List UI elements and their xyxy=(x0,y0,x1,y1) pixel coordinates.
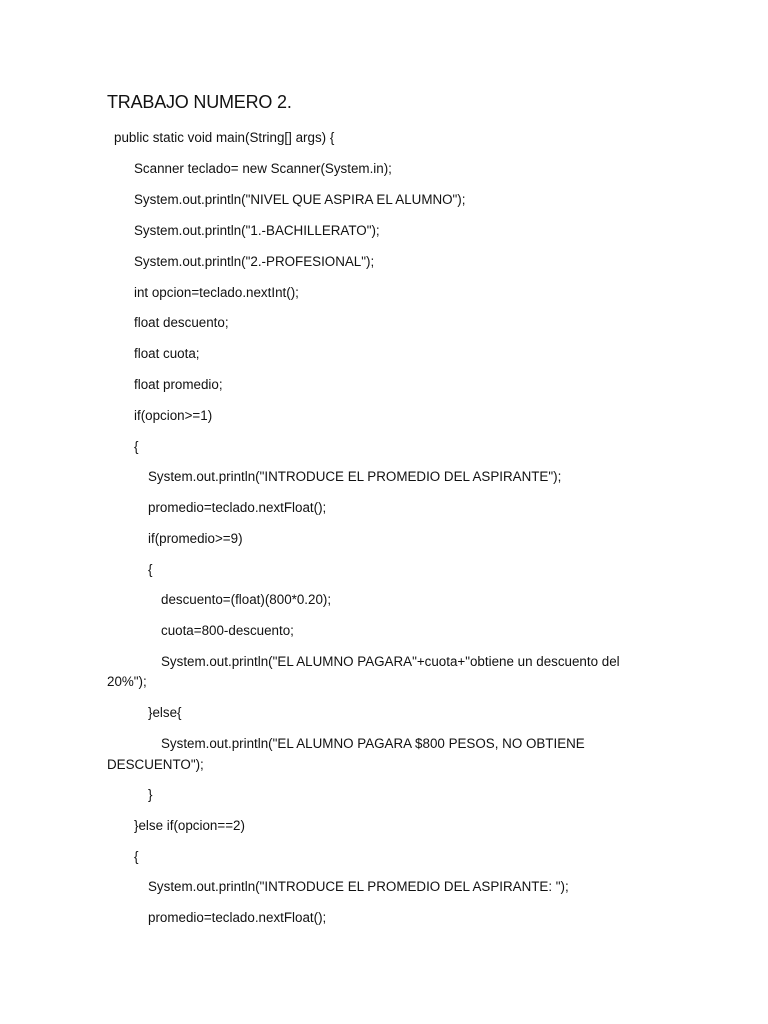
code-line: float descuento; xyxy=(134,315,229,330)
code-line: System.out.println("2.-PROFESIONAL"); xyxy=(134,254,375,269)
code-line: }else{ xyxy=(148,705,182,720)
code-line: System.out.println("EL ALUMNO PAGARA $800 PESOS, NO OBTIENE xyxy=(161,736,585,751)
code-line: promedio=teclado.nextFloat(); xyxy=(148,500,327,515)
code-line: if(promedio>=9) xyxy=(148,531,243,546)
code-line: } xyxy=(148,787,153,802)
code-line: System.out.println("INTRODUCE EL PROMEDIO DEL ASPIRANTE: "); xyxy=(148,879,569,894)
code-line: float promedio; xyxy=(134,377,223,392)
code-line: float cuota; xyxy=(134,346,200,361)
code-line: { xyxy=(148,562,153,577)
code-line: System.out.println("1.-BACHILLERATO"); xyxy=(134,223,380,238)
code-line: int opcion=teclado.nextInt(); xyxy=(134,285,299,300)
code-line: { xyxy=(134,849,139,864)
code-line: { xyxy=(134,439,139,454)
code-line: }else if(opcion==2) xyxy=(134,818,245,833)
document-title: TRABAJO NUMERO 2. xyxy=(107,92,292,112)
code-line: System.out.println("NIVEL QUE ASPIRA EL ALUMNO"); xyxy=(134,192,466,207)
code-line: System.out.println("INTRODUCE EL PROMEDIO DEL ASPIRANTE"); xyxy=(148,469,562,484)
code-line: descuento=(float)(800*0.20); xyxy=(161,592,332,607)
code-line-continuation: DESCUENTO"); xyxy=(107,757,204,772)
code-line-continuation: 20%"); xyxy=(107,674,147,689)
code-line: promedio=teclado.nextFloat(); xyxy=(148,910,327,925)
code-line: System.out.println("EL ALUMNO PAGARA"+cuota+"obtiene un descuento del xyxy=(161,654,620,669)
code-line: Scanner teclado= new Scanner(System.in); xyxy=(134,161,392,176)
code-line: if(opcion>=1) xyxy=(134,408,213,423)
code-line: cuota=800-descuento; xyxy=(161,623,294,638)
code-line: public static void main(String[] args) { xyxy=(114,130,335,145)
